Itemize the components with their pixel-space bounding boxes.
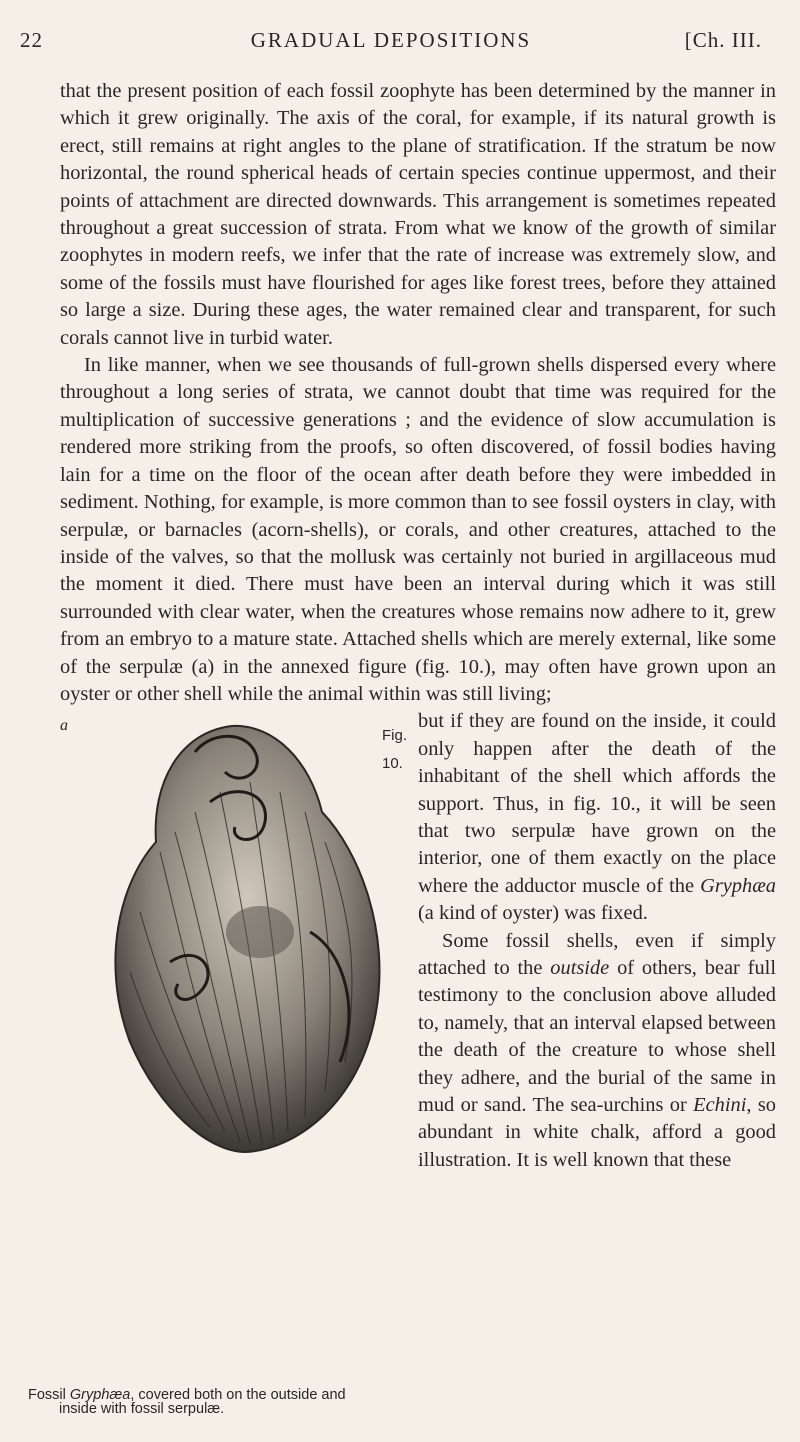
paragraph-3-text-a: Some fossil shells, even if simply attached to the [418, 929, 776, 979]
gryphaea-shell-illustration [60, 712, 406, 1160]
caption-prefix: Fossil [28, 1387, 70, 1403]
caption-line-2: inside with fossil serpulæ. [59, 1401, 225, 1417]
emph-outside: outside [550, 957, 610, 979]
paragraph-2: In like manner, when we see thousands of full-grown shells dispersed every where throughout a long series of strata, we cannot doubt that time was required for the multiplication of successive generations ; and the evidence of slow accumulation is rendered more striking from the proofs, so often discovered, of fossil bodies having lain for a time on the floor of the ocean after death before they were imbedded in sediment. Nothing, for example, is more common than to see fossil oysters in clay, with serpulæ, or barnacles (acorn-shells), or corals, and other creatures, attached to the inside of the valves, so that the mollusk was certainly not buried in argillaceous mud the moment it died. There must have been an interval during which it was still surrounded with clear water, when the creatures whose remains now adhere to it, grew from an embryo to a mature state. Attached shells which are merely external, like some of the serpulæ (a) in the annexed figure (fig. 10.), may often have grown upon an oyster or other shell while the animal within was still living; [60, 354, 776, 705]
running-title: GRADUAL DEPOSITIONS [250, 28, 532, 52]
running-header [20, 28, 762, 58]
paragraph-2-text-b: (a kind of oyster) was fixed. [418, 902, 648, 925]
body-text [60, 78, 776, 1174]
paragraph-1: that the present position of each fossil zoophyte has been determined by the manner in which it grew originally. The axis of the coral, for example, if its natural growth is erect, still remains at right angles to the plane of stratification. If the stratum be now horizontal, the round spherical heads of certain species continue uppermost, and their points of attachment are directed downwards. This arrangement is sometimes repeated throughout a great succession of strata. From what we know of the growth of similar zoophytes in modern reefs, we infer that the rate of increase was extremely slow, and some of the fossils must have flourished for ages like forest trees, before they attained so large a size. During these ages, the water remained clear and transparent, for such corals cannot live in turbid water. [60, 80, 776, 349]
caption-genus: Gryphæa [69, 1387, 131, 1403]
figure-10 [60, 712, 406, 1160]
figure-caption [28, 1388, 348, 1416]
paragraph-2-text-a: but if they are found on the inside, it could only happen after the death of the inhabitant of the shell which affords the support. Thus, in fig. 10., it will be seen that two serpulæ have grown on the interior, one of them exactly on the place where the adductor muscle of the [418, 710, 776, 897]
paragraph-3-text-c: , so abundant in white chalk, afford a good illustration. It is well known that these [418, 1094, 776, 1171]
genus-gryphaea: Gryphæa [700, 874, 776, 897]
genus-echini: Echini [693, 1094, 747, 1117]
figure-label: Fig. 10. [382, 727, 408, 772]
page-number: 22 [20, 28, 43, 52]
caption-rest: , covered both on the outside and [130, 1387, 346, 1403]
chapter-marker: [Ch. III. [684, 28, 762, 52]
paragraph-3-text-b: of others, bear full testimony to the conclusion above alluded to, namely, that an interval elapsed between the death of the creature to whose shell they adhere, and the burial of the same in mud or sand. The sea-urchins or [418, 957, 776, 1117]
serpula-marker-a: a [60, 717, 68, 735]
